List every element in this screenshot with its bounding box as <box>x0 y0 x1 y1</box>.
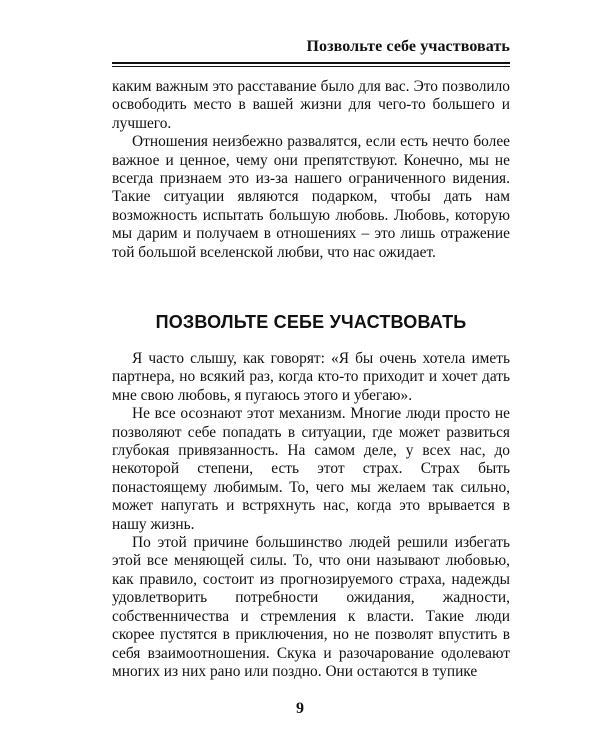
body-text-top <box>112 78 510 262</box>
header-rule-thin <box>112 66 510 67</box>
page-number: 9 <box>296 700 304 717</box>
paragraph: Не все осознают этот механизм. Многие люди просто не позволяют себе попадать в ситуации, где может развиться глубокая привязанность. На самом деле, у всех нас, до некоторой степени, есть этот страх. Страх быть понастоящему любимым. То, чего мы желаем так сильно, может напугать и встряхнуть нас, когда это врывается в нашу жизнь. <box>112 405 510 533</box>
header-rule-thick <box>112 62 510 64</box>
paragraph: Отношения неизбежно развалятся, если есть нечто более важное и ценное, чему они препятствуют. Конечно, мы не всегда признаем это из-за нашего ограниченного видения. Такие ситуации являются подарком, чтобы дать нам возможность испытать большую любовь. Любовь, которую мы дарим и получаем в отношениях – это лишь отражение той большой вселенской любви, что нас ожидает. <box>112 133 510 261</box>
paragraph: Я часто слышу, как говорят: «Я бы очень хотела иметь партнера, но всякий раз, когда кто-то приходит и хочет дать мне свою любовь, я пугаюсь этого и убегаю». <box>112 350 510 404</box>
paragraph: По этой причине большинство людей решили избегать этой все меняющей силы. То, что они называют любовью, как правило, состоит из прогнозируемого страха, надежды удовлетворить потребности ожидания, жадности, собственничества и стремления к власти. Такие люди скорее пустятся в приключения, но не позволят впустить в себя взаимоотношения. Скука и разочарование одолевают многих из них рано или поздно. Они остаются в тупике <box>112 534 510 680</box>
body-text-bottom <box>112 350 510 681</box>
section-heading: ПОЗВОЛЬТЕ СЕБЕ УЧАСТВОВАТЬ <box>155 312 467 332</box>
running-head <box>112 38 510 64</box>
paragraph-continued: каким важным это расставание было для вас. Это позволило освободить место в вашей жизни для чего-то большего и лучшего. <box>112 78 510 132</box>
running-title: Позвольте себе участвовать <box>306 38 510 55</box>
